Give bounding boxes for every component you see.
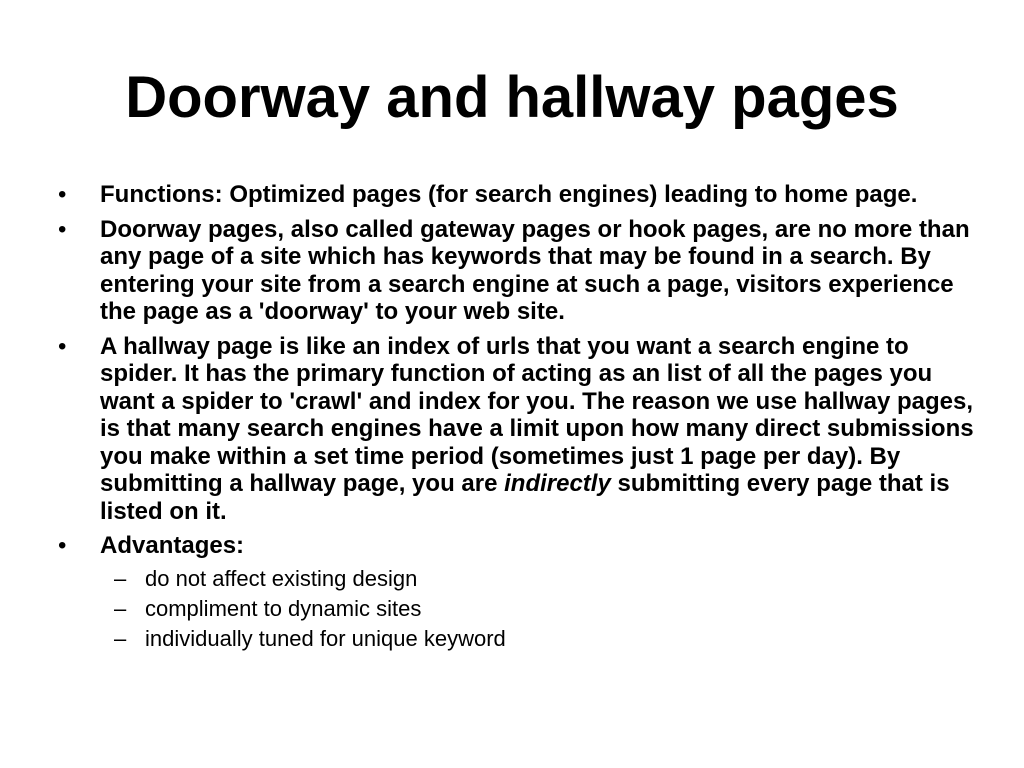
sub-bullet-item: [100, 624, 986, 654]
sub-bullet-list: [100, 564, 986, 654]
bullet-text-italic: indirectly: [504, 470, 611, 497]
sub-bullet-text: individually tuned for unique keyword: [145, 625, 506, 651]
bullet-item-advantages: [56, 532, 986, 654]
bullet-glyph: •: [58, 215, 67, 243]
bullet-item-functions: [56, 181, 986, 209]
bullet-glyph: •: [58, 181, 67, 208]
bullet-text-after: submitting every page that is listed on it.: [100, 470, 950, 525]
dash-glyph: –: [114, 625, 127, 651]
bullet-text: Advantages:: [100, 532, 245, 559]
bullet-item-hallway: [56, 333, 986, 526]
sub-bullet-text: compliment to dynamic sites: [145, 595, 422, 621]
slide-title: Doorway and hallway pages: [125, 65, 899, 130]
sub-bullet-text: do not affect existing design: [145, 565, 418, 591]
bullet-text: Doorway pages, also called gateway pages or hook pages, are no more than any page of a site which has keywords that may be found in a search. By entering your site from a search engine at such a page, visitors experience the page as a 'doorway' to your web site.: [100, 215, 970, 325]
dash-glyph: –: [114, 565, 127, 591]
bullet-glyph: •: [58, 332, 67, 360]
bullet-list: [56, 181, 986, 661]
dash-glyph: –: [114, 595, 127, 621]
sub-bullet-item: [100, 594, 986, 624]
bullet-text: [100, 333, 974, 525]
bullet-text: Functions: Optimized pages (for search engines) leading to home page.: [100, 181, 918, 208]
sub-bullet-item: [100, 564, 986, 594]
bullet-item-doorway: [56, 216, 986, 326]
bullet-text-before: A hallway page is like an index of urls that you want a search engine to spider. It has the primary function of acting as an list of all the pages you want a spider to 'crawl' and index for you. The reason we use hallway pages, is that many search engines have a limit upon how many direct submissions you make within a set time period (sometimes just 1 page per day). By submitting a hallway page, you are: [100, 332, 974, 497]
bullet-glyph: •: [58, 532, 67, 559]
